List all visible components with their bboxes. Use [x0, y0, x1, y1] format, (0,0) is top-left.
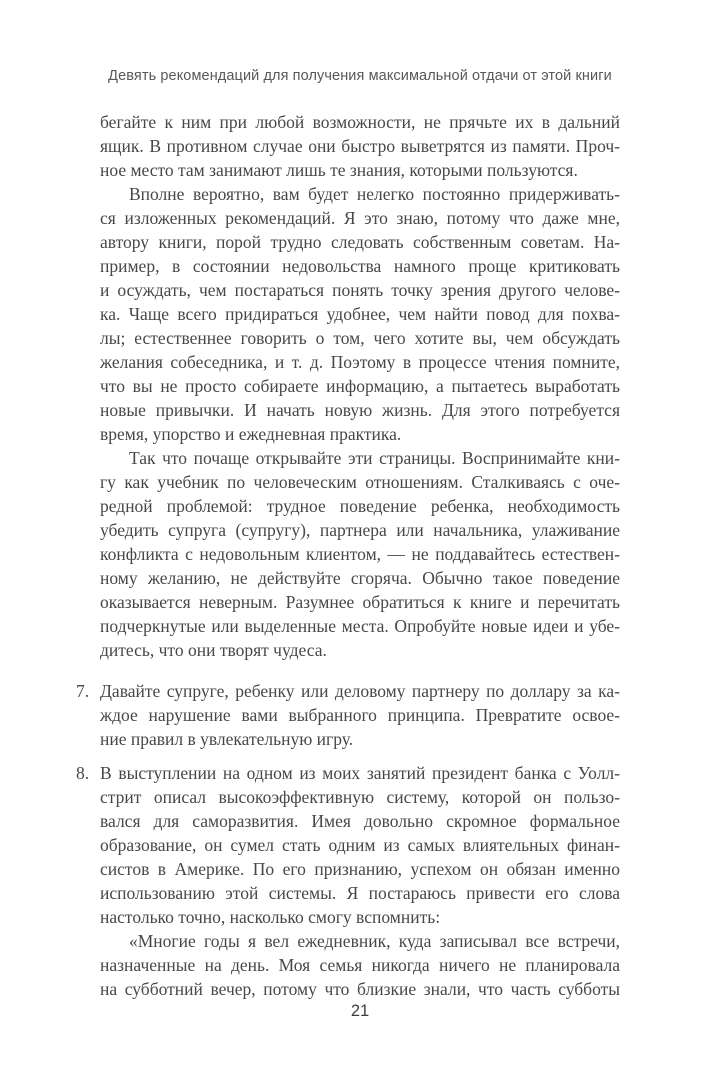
paragraph — [100, 446, 620, 662]
text-line: ся изложенных рекомендаций. Я это знаю, потому что даже мне, — [100, 208, 620, 228]
paragraph — [100, 110, 620, 182]
text-line: Так что почаще открывайте эти страницы. Воспринимайте кни- — [129, 448, 620, 468]
text-line: Вполне вероятно, вам будет нелегко постоянно придерживать- — [129, 184, 620, 204]
text-line: ждое нарушение вами выбранного принципа. Превратите освое- — [100, 705, 620, 725]
text-line: систов в Америке. По его признанию, успехом он обязан именно — [100, 859, 620, 879]
text-line: «Многие годы я вел ежедневник, куда записывал все встречи, — [129, 931, 620, 951]
text-line: подчеркнутые или выделенные места. Опробуйте новые идеи и убе- — [100, 616, 620, 636]
paragraph — [100, 929, 620, 1001]
list-item-number: 8. — [76, 763, 90, 783]
text-line: использованию этой системы. Я постараюсь привести его слова — [100, 883, 620, 903]
text-line: желания собеседника, и т. д. Поэтому в процессе чтения помните, — [100, 352, 620, 372]
text-line: время, упорство и ежедневная практика. — [100, 424, 402, 444]
page-number: 21 — [350, 1002, 370, 1020]
text-line: пример, в состоянии недовольства намного проще критиковать — [100, 256, 620, 276]
text-line: Давайте супруге, ребенку или деловому партнеру по доллару за ка- — [100, 681, 620, 701]
list-item — [76, 761, 620, 929]
text-line: оказывается неверным. Разумнее обратиться к книге и перечитать — [100, 592, 620, 612]
list-item — [76, 679, 620, 751]
text-line: бегайте к ним при любой возможности, не прячьте их в дальний — [100, 112, 620, 132]
text-line: стрит описал высокоэффективную систему, которой он пользо- — [100, 787, 620, 807]
text-line: на субботний вечер, потому что близкие знали, что часть субботы — [100, 979, 620, 999]
text-line: редной проблемой: трудное поведение ребенка, необходимость — [100, 496, 620, 516]
paragraph — [100, 182, 620, 446]
text-line: конфликта с недовольным клиентом, — не поддавайтесь естествен- — [100, 544, 620, 564]
text-line: образование, он сумел стать одним из самых влиятельных финан- — [100, 835, 620, 855]
list-item-number: 7. — [76, 681, 90, 701]
text-line: В выступлении на одном из моих занятий президент банка с Уолл- — [100, 763, 620, 783]
text-line: убедить супруга (супругу), партнера или начальника, улаживание — [100, 520, 620, 540]
text-line: настолько точно, насколько смогу вспомнить: — [100, 907, 441, 927]
text-line: ящик. В противном случае они быстро выветрятся из памяти. Проч- — [100, 136, 620, 156]
text-line: гу как учебник по человеческим отношениям. Сталкиваясь с оче- — [100, 472, 620, 492]
text-line: ное место там занимают лишь те знания, которыми пользуются. — [100, 160, 578, 180]
text-line: автору книги, порой трудно следовать собственным советам. На- — [100, 232, 620, 252]
text-line: ние правил в увлекательную игру. — [100, 729, 354, 749]
text-line: ному желанию, не действуйте сгоряча. Обычно такое поведение — [100, 568, 620, 588]
text-line: и осуждать, чем постараться понять точку зрения другого челове- — [100, 280, 620, 300]
text-line: лы; естественнее говорить о том, чего хотите вы, чем обсуждать — [100, 328, 620, 348]
text-line: что вы не просто собираете информацию, а пытаетесь выработать — [100, 376, 620, 396]
running-header: Девять рекомендаций для получения максимальной отдачи от этой книги — [108, 68, 612, 84]
text-line: вался для саморазвития. Имея довольно скромное формальное — [100, 811, 620, 831]
page-body — [76, 110, 620, 1001]
text-line: назначенные на день. Моя семья никогда ничего не планировала — [100, 955, 620, 975]
text-line: ка. Чаще всего придираться удобнее, чем найти повод для похва- — [100, 304, 620, 324]
text-line: дитесь, что они творят чудеса. — [100, 640, 327, 660]
text-line: новые привычки. И начать новую жизнь. Для этого потребуется — [100, 400, 620, 420]
